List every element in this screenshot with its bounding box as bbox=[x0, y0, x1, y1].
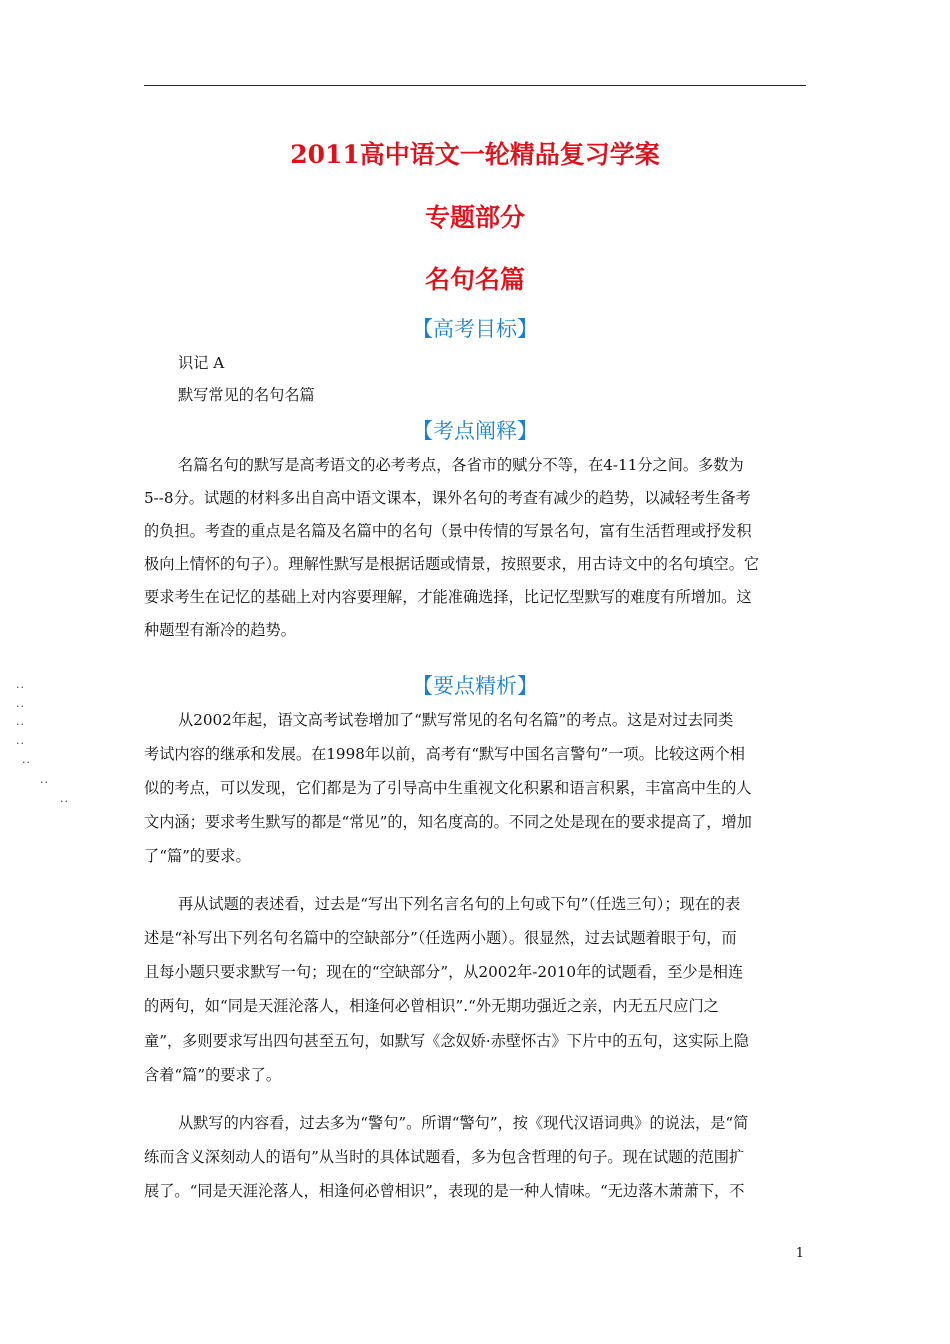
text-line: 考试内容的继承和发展。在1998年以前，高考有“默写中国名言警句”一项。比较这两个相 bbox=[144, 745, 745, 763]
text-line: 且每小题只要求默写一句；现在的“空缺部分”，从2002年-2010年的试题看，至少是相连 bbox=[144, 963, 744, 981]
margin-mark: .. bbox=[60, 792, 69, 805]
text-line: 练而含义深刻动人的语句”从当时的具体试题看，多为包含哲理的句子。现在试题的范围扩 bbox=[144, 1148, 745, 1166]
section-heading-gaokao-mubiao: 【高考目标】 bbox=[412, 317, 538, 341]
margin-mark: .. bbox=[16, 734, 25, 747]
text-line: 从默写的内容看，过去多为“警句”。所谓“警句”，按《现代汉语词典》的说法，是“简 bbox=[178, 1114, 749, 1132]
text-line: 的两句，如“同是天涯沦落人，相逢何必曾相识”.“外无期功强近之亲，内无五尺应门之 bbox=[144, 997, 719, 1015]
text-line: 极向上情怀的句子）。理解性默写是根据话题或情景，按照要求，用古诗文中的名句填空。它 bbox=[144, 555, 760, 573]
text-line: 述是“补写出下列名句名篇中的空缺部分”（任选两小题）。很显然，过去试题着眼于句，而 bbox=[144, 929, 737, 947]
margin-mark: .. bbox=[22, 753, 31, 766]
text-line: 种题型有渐冷的趋势。 bbox=[144, 621, 296, 639]
text-line: 再从试题的表述看，过去是“写出下列名言名句的上句或下句”（任选三句）；现在的表 bbox=[178, 895, 741, 913]
text-line: 从2002年起，语文高考试卷增加了“默写常见的名句名篇”的考点。这是对过去同类 bbox=[178, 711, 734, 729]
text-line: 识记 A bbox=[178, 354, 225, 372]
text-line: 默写常见的名句名篇 bbox=[178, 386, 315, 404]
text-line: 的负担。考查的重点是名篇及名篇中的名句（景中传情的写景名句，富有生活哲理或抒发积 bbox=[144, 522, 752, 540]
margin-mark: .. bbox=[16, 697, 25, 710]
margin-mark: .. bbox=[16, 715, 25, 728]
margin-mark: .. bbox=[40, 773, 49, 786]
document-subtitle-section: 名句名篇 bbox=[424, 265, 525, 294]
margin-mark: .. bbox=[16, 678, 25, 691]
document-subtitle-topic: 专题部分 bbox=[424, 203, 525, 232]
page-number: 1 bbox=[795, 1246, 804, 1261]
text-line: 展了。“同是天涯沦落人，相逢何必曾相识”，表现的是一种人情味。“无边落木萧萧下，不 bbox=[144, 1182, 745, 1200]
header-rule bbox=[144, 85, 806, 86]
text-line: 文内涵；要求考生默写的都是“常见”的，知名度高的。不同之处是现在的要求提高了，增加 bbox=[144, 813, 752, 831]
text-line: 名篇名句的默写是高考语文的必考考点，各省市的赋分不等，在4-11分之间。多数为 bbox=[178, 456, 744, 474]
section-heading-kaodian-chanshi: 【考点阐释】 bbox=[412, 419, 538, 443]
section-heading-yaodian-jingxi: 【要点精析】 bbox=[412, 674, 538, 698]
document-title: 2011高中语文一轮精品复习学案 bbox=[290, 140, 660, 169]
text-line: 要求考生在记忆的基础上对内容要理解，才能准确选择，比记忆型默写的难度有所增加。这 bbox=[144, 588, 752, 606]
text-line: 含着“篇”的要求了。 bbox=[144, 1066, 282, 1084]
text-line: 童”，多则要求写出四句甚至五句，如默写《念奴娇·赤壁怀古》下片中的五句，这实际上隐 bbox=[144, 1032, 749, 1050]
text-line: 似的考点，可以发现，它们都是为了引导高中生重视文化积累和语言积累，丰富高中生的人 bbox=[144, 779, 752, 797]
text-line: 5--8分。试题的材料多出自高中语文课本，课外名句的考查有减少的趋势，以减轻考生备考 bbox=[144, 489, 751, 507]
text-line: 了“篇”的要求。 bbox=[144, 847, 251, 865]
